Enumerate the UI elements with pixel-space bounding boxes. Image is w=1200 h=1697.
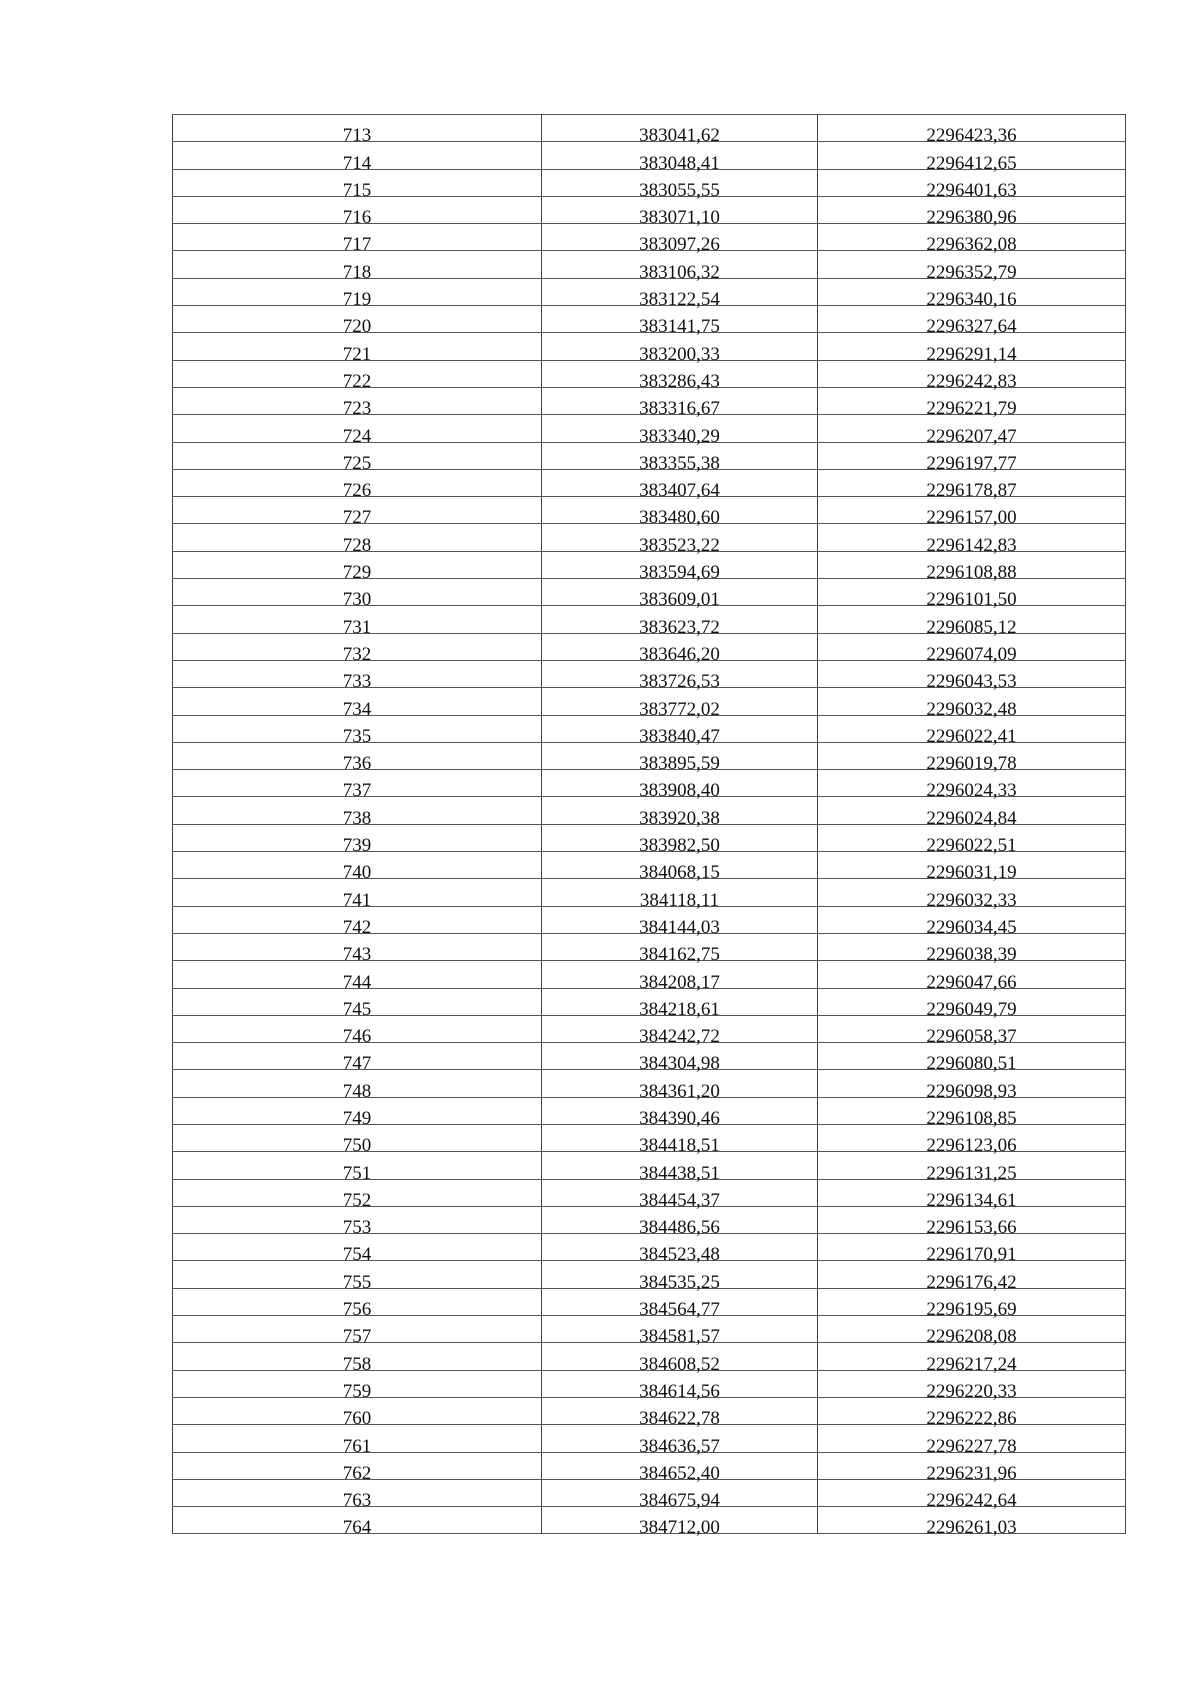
x-coordinate-text: 383141,75	[639, 316, 720, 338]
y-coordinate-text: 2296043,53	[926, 671, 1017, 693]
point-number-text: 725	[342, 452, 372, 474]
y-coordinate-text: 2296038,39	[926, 944, 1017, 966]
x-coordinate-text: 383097,26	[639, 234, 720, 256]
x-coordinate-text: 384118,11	[639, 889, 720, 911]
point-number-text: 727	[342, 507, 372, 529]
x-coordinate-text: 383106,32	[639, 261, 720, 283]
y-coordinate-text: 2296178,87	[926, 480, 1017, 502]
x-coordinate-text: 383122,54	[639, 289, 720, 311]
point-number-text: 744	[342, 971, 372, 993]
y-coordinate-text: 2296340,16	[926, 289, 1017, 311]
x-coordinate-text: 383920,38	[639, 807, 720, 829]
point-number-text: 764	[342, 1517, 372, 1539]
point-number-text: 749	[342, 1107, 372, 1129]
y-coordinate-text: 2296221,79	[926, 398, 1017, 420]
point-number-text: 739	[342, 835, 372, 857]
x-coordinate-text: 383523,22	[639, 534, 720, 556]
x-coordinate-cell	[542, 797, 818, 829]
point-number-text: 741	[342, 889, 372, 911]
point-number-text: 719	[342, 289, 372, 311]
point-number-text: 742	[342, 916, 372, 938]
x-coordinate-text: 384581,57	[639, 1326, 720, 1348]
point-number-text: 756	[342, 1299, 372, 1321]
y-coordinate-text: 2296217,24	[926, 1353, 1017, 1375]
y-coordinate-text: 2296034,45	[926, 916, 1017, 938]
x-coordinate-text: 383041,62	[639, 125, 720, 147]
point-number-text: 757	[342, 1326, 372, 1348]
point-number-text: 754	[342, 1244, 372, 1266]
x-coordinate-text: 383646,20	[639, 643, 720, 665]
point-number-text: 761	[342, 1435, 372, 1457]
x-coordinate-text: 384438,51	[639, 1162, 720, 1184]
point-number-text: 724	[342, 425, 372, 447]
point-number-text: 755	[342, 1271, 372, 1293]
point-number-text: 729	[342, 562, 372, 584]
y-coordinate-cell	[818, 524, 1126, 556]
x-coordinate-text: 384614,56	[639, 1380, 720, 1402]
y-coordinate-text: 2296131,25	[926, 1162, 1017, 1184]
point-number-text: 746	[342, 1026, 372, 1048]
y-coordinate-text: 2296207,47	[926, 425, 1017, 447]
y-coordinate-text: 2296261,03	[926, 1517, 1017, 1539]
x-coordinate-text: 384608,52	[639, 1353, 720, 1375]
x-coordinate-text: 383407,64	[639, 480, 720, 502]
y-coordinate-text: 2296291,14	[926, 343, 1017, 365]
table-row	[173, 1261, 1126, 1288]
y-coordinate-text: 2296032,33	[926, 889, 1017, 911]
y-coordinate-text: 2296134,61	[926, 1189, 1017, 1211]
y-coordinate-cell	[818, 115, 1126, 147]
point-number-text: 751	[342, 1162, 372, 1184]
point-number-text: 758	[342, 1353, 372, 1375]
x-coordinate-text: 383840,47	[639, 725, 720, 747]
x-coordinate-text: 384390,46	[639, 1107, 720, 1129]
x-coordinate-text: 383048,41	[639, 152, 720, 174]
point-number-text: 726	[342, 480, 372, 502]
point-number-text: 716	[342, 207, 372, 229]
x-coordinate-text: 383895,59	[639, 753, 720, 775]
x-coordinate-text: 384564,77	[639, 1299, 720, 1321]
y-coordinate-text: 2296047,66	[926, 971, 1017, 993]
y-coordinate-text: 2296080,51	[926, 1053, 1017, 1075]
y-coordinate-text: 2296085,12	[926, 616, 1017, 638]
y-coordinate-text: 2296108,88	[926, 562, 1017, 584]
x-coordinate-text: 383726,53	[639, 671, 720, 693]
y-coordinate-text: 2296098,93	[926, 1080, 1017, 1102]
x-coordinate-text: 384361,20	[639, 1080, 720, 1102]
y-coordinate-text: 2296022,51	[926, 835, 1017, 857]
point-number-text: 732	[342, 643, 372, 665]
point-number-text: 763	[342, 1490, 372, 1512]
point-number-text: 721	[342, 343, 372, 365]
point-number-text: 759	[342, 1380, 372, 1402]
table-row	[173, 251, 1126, 278]
point-number-text: 736	[342, 753, 372, 775]
x-coordinate-text: 384208,17	[639, 971, 720, 993]
x-coordinate-text: 383071,10	[639, 207, 720, 229]
y-coordinate-text: 2296019,78	[926, 753, 1017, 775]
point-number-text: 715	[342, 179, 372, 201]
x-coordinate-text: 383340,29	[639, 425, 720, 447]
point-number-text: 740	[342, 862, 372, 884]
y-coordinate-text: 2296123,06	[926, 1135, 1017, 1157]
x-coordinate-text: 383200,33	[639, 343, 720, 365]
y-coordinate-text: 2296423,36	[926, 125, 1017, 147]
point-number-text: 714	[342, 152, 372, 174]
x-coordinate-text: 383908,40	[639, 780, 720, 802]
x-coordinate-text: 384418,51	[639, 1135, 720, 1157]
y-coordinate-text: 2296176,42	[926, 1271, 1017, 1293]
y-coordinate-text: 2296242,64	[926, 1490, 1017, 1512]
point-number-text: 748	[342, 1080, 372, 1102]
point-number-text: 720	[342, 316, 372, 338]
x-coordinate-text: 384486,56	[639, 1217, 720, 1239]
y-coordinate-cell	[818, 1261, 1126, 1293]
x-coordinate-text: 383982,50	[639, 835, 720, 857]
point-number-text: 753	[342, 1217, 372, 1239]
point-number-text: 731	[342, 616, 372, 638]
point-number-text: 728	[342, 534, 372, 556]
point-number-text: 717	[342, 234, 372, 256]
x-coordinate-text: 384523,48	[639, 1244, 720, 1266]
y-coordinate-text: 2296195,69	[926, 1299, 1017, 1321]
x-coordinate-text: 383055,55	[639, 179, 720, 201]
y-coordinate-text: 2296327,64	[926, 316, 1017, 338]
y-coordinate-text: 2296058,37	[926, 1026, 1017, 1048]
y-coordinate-text: 2296401,63	[926, 179, 1017, 201]
x-coordinate-text: 384162,75	[639, 944, 720, 966]
y-coordinate-text: 2296197,77	[926, 452, 1017, 474]
point-number-text: 730	[342, 589, 372, 611]
y-coordinate-text: 2296153,66	[926, 1217, 1017, 1239]
y-coordinate-text: 2296022,41	[926, 725, 1017, 747]
point-number-text: 743	[342, 944, 372, 966]
point-number-text: 735	[342, 725, 372, 747]
y-coordinate-text: 2296208,08	[926, 1326, 1017, 1348]
point-number-cell	[173, 797, 542, 829]
point-number-text: 762	[342, 1462, 372, 1484]
x-coordinate-text: 384068,15	[639, 862, 720, 884]
point-number-text: 747	[342, 1053, 372, 1075]
y-coordinate-text: 2296170,91	[926, 1244, 1017, 1266]
y-coordinate-text: 2296101,50	[926, 589, 1017, 611]
table-row	[173, 115, 1126, 142]
point-number-text: 718	[342, 261, 372, 283]
x-coordinate-cell	[542, 1261, 818, 1293]
x-coordinate-text: 384242,72	[639, 1026, 720, 1048]
y-coordinate-cell	[818, 797, 1126, 829]
y-coordinate-text: 2296412,65	[926, 152, 1017, 174]
y-coordinate-text: 2296227,78	[926, 1435, 1017, 1457]
point-number-cell	[173, 524, 542, 556]
point-number-text: 738	[342, 807, 372, 829]
y-coordinate-text: 2296074,09	[926, 643, 1017, 665]
coordinates-table-body	[173, 115, 1126, 1539]
y-coordinate-text: 2296049,79	[926, 998, 1017, 1020]
table-row	[173, 797, 1126, 824]
x-coordinate-text: 384652,40	[639, 1462, 720, 1484]
y-coordinate-text: 2296108,85	[926, 1107, 1017, 1129]
x-coordinate-text: 383355,38	[639, 452, 720, 474]
x-coordinate-text: 384622,78	[639, 1408, 720, 1430]
y-coordinate-text: 2296031,19	[926, 862, 1017, 884]
x-coordinate-text: 383316,67	[639, 398, 720, 420]
x-coordinate-cell	[542, 115, 818, 147]
point-number-cell	[173, 115, 542, 147]
y-coordinate-text: 2296032,48	[926, 698, 1017, 720]
x-coordinate-text: 384454,37	[639, 1189, 720, 1211]
x-coordinate-text: 383772,02	[639, 698, 720, 720]
table-row	[173, 524, 1126, 551]
y-coordinate-text: 2296222,86	[926, 1408, 1017, 1430]
x-coordinate-cell	[542, 524, 818, 556]
x-coordinate-text: 383609,01	[639, 589, 720, 611]
y-coordinate-text: 2296220,33	[926, 1380, 1017, 1402]
point-number-text: 745	[342, 998, 372, 1020]
x-coordinate-text: 384675,94	[639, 1490, 720, 1512]
point-number-text: 713	[342, 125, 372, 147]
x-coordinate-text: 383594,69	[639, 562, 720, 584]
point-number-cell	[173, 1261, 542, 1293]
point-number-text: 733	[342, 671, 372, 693]
x-coordinate-text: 384304,98	[639, 1053, 720, 1075]
y-coordinate-text: 2296362,08	[926, 234, 1017, 256]
point-number-text: 752	[342, 1189, 372, 1211]
coordinates-table	[172, 114, 1126, 1539]
point-number-text: 734	[342, 698, 372, 720]
y-coordinate-text: 2296380,96	[926, 207, 1017, 229]
point-number-text: 737	[342, 780, 372, 802]
x-coordinate-text: 384636,57	[639, 1435, 720, 1457]
y-coordinate-text: 2296157,00	[926, 507, 1017, 529]
y-coordinate-text: 2296142,83	[926, 534, 1017, 556]
x-coordinate-text: 384712,00	[639, 1517, 720, 1539]
point-number-text: 750	[342, 1135, 372, 1157]
x-coordinate-text: 383480,60	[639, 507, 720, 529]
x-coordinate-text: 383623,72	[639, 616, 720, 638]
y-coordinate-text: 2296024,33	[926, 780, 1017, 802]
y-coordinate-cell	[818, 251, 1126, 283]
x-coordinate-text: 384218,61	[639, 998, 720, 1020]
point-number-text: 723	[342, 398, 372, 420]
x-coordinate-text: 383286,43	[639, 370, 720, 392]
point-number-cell	[173, 251, 542, 283]
y-coordinate-text: 2296242,83	[926, 370, 1017, 392]
point-number-text: 760	[342, 1408, 372, 1430]
y-coordinate-text: 2296024,84	[926, 807, 1017, 829]
x-coordinate-cell	[542, 251, 818, 283]
point-number-text: 722	[342, 370, 372, 392]
y-coordinate-text: 2296352,79	[926, 261, 1017, 283]
x-coordinate-text: 384144,03	[639, 916, 720, 938]
x-coordinate-text: 384535,25	[639, 1271, 720, 1293]
y-coordinate-text: 2296231,96	[926, 1462, 1017, 1484]
